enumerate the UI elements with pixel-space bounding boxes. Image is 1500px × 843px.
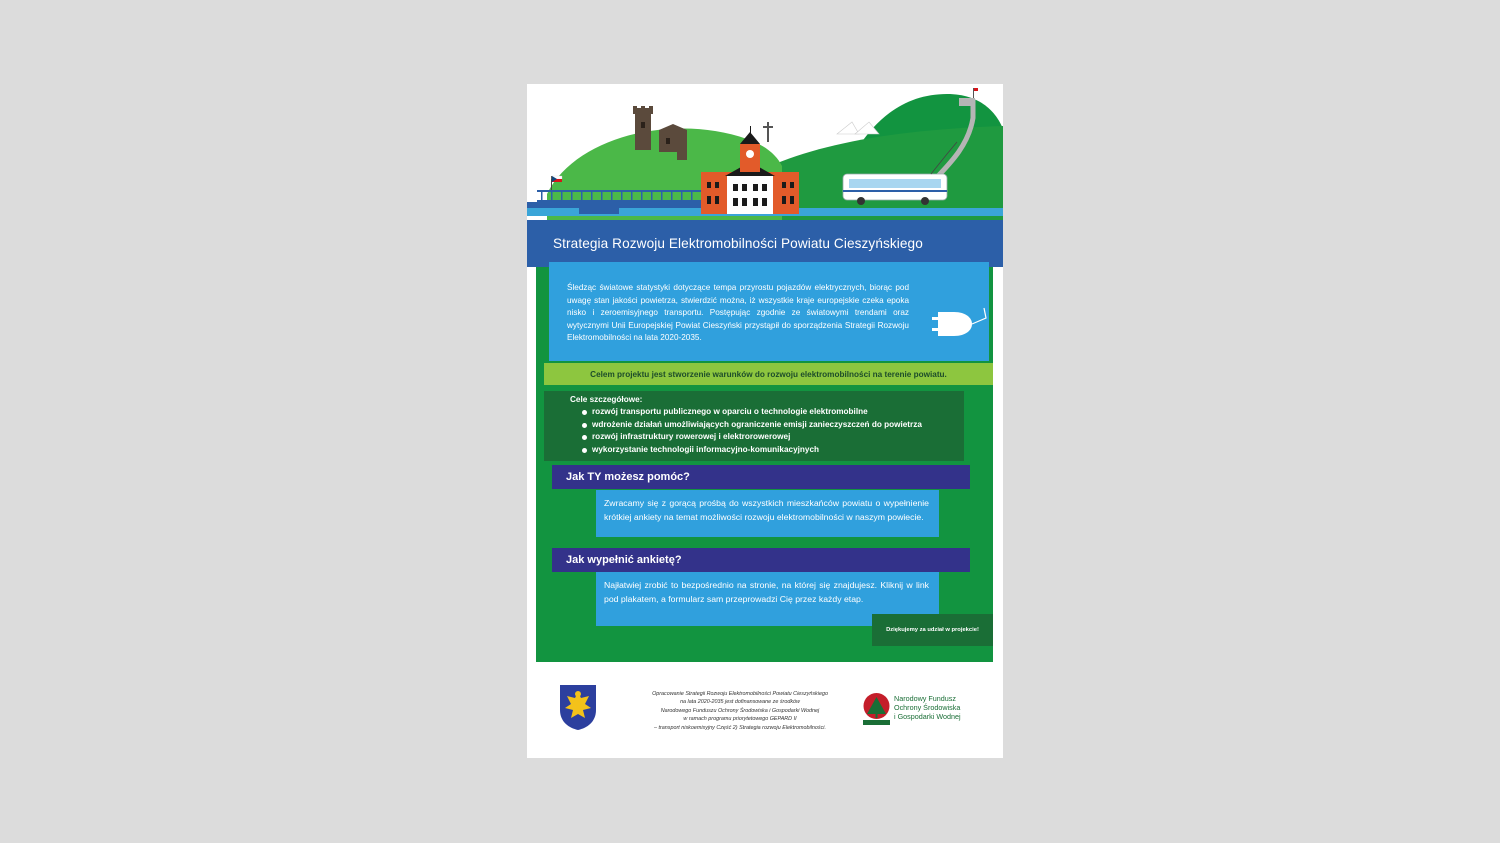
title-band <box>527 220 1003 267</box>
nfosigw-line: Narodowy Fundusz <box>894 694 956 703</box>
nfosigw-line: i Gospodarki Wodnej <box>894 712 961 722</box>
funding-line: na lata 2020-2035 jest dofinansowane ze środków <box>680 699 800 706</box>
list-item: rozwój transportu publicznego w oparciu o technologie elektromobilne <box>592 406 964 418</box>
answer-survey-text: Najłatwiej zrobić to bezpośrednio na stronie, na której się znajdujesz. Kliknij w link pod plakatem, a formularz sam przeprowadzi Cię przez każdy etap. <box>604 580 929 604</box>
funding-line: – transport niskoemisyjny Część 2) Strategia rozwoju Elektromobilności. <box>654 724 826 731</box>
funding-note <box>627 690 853 732</box>
thanks-box <box>872 614 993 646</box>
question-survey: Jak wypełnić ankietę? <box>566 554 682 566</box>
list-item: wykorzystanie technologii informacyjno-komunikacyjnych <box>592 444 964 456</box>
question-help: Jak TY możesz pomóc? <box>566 471 690 483</box>
poster-title: Strategia Rozwoju Elektromobilności Powiatu Cieszyńskiego <box>553 236 923 251</box>
plug-icon <box>932 306 992 342</box>
footer <box>527 674 1003 758</box>
funding-line: w ramach programu priorytetowego GEPARD II <box>683 716 797 723</box>
poster <box>527 84 1003 758</box>
goal-bar <box>544 363 993 385</box>
question-help-bar <box>552 465 970 489</box>
right-margin-strip <box>993 267 1003 662</box>
list-item: wdrożenie działań umożliwiających ograniczenie emisji zanieczyszczeń do powietrza <box>592 419 964 431</box>
goal-text: Celem projektu jest stworzenie warunków do rozwoju elektromobilności na terenie powiatu. <box>590 369 947 379</box>
funding-line: Opracowanie Strategii Rozwoju Elektromobilności Powiatu Cieszyńskiego <box>652 691 828 697</box>
thanks-text: Dziękujemy za udział w projekcie! <box>886 627 979 633</box>
nfosigw-line: Ochrony Środowiska <box>894 703 961 713</box>
intro-box <box>549 262 989 361</box>
list-item: rozwój infrastruktury rowerowej i elektrorowerowej <box>592 431 964 443</box>
detailed-goals-heading: Cele szczegółowe: <box>570 395 643 404</box>
county-crest-logo <box>557 682 599 732</box>
answer-help-text: Zwracamy się z gorącą prośbą do wszystkich mieszkańców powiatu o wypełnienie krótkiej ankiety na temat możliwości rozwoju elektromobilności w naszym powiecie. <box>604 498 929 522</box>
answer-help-box <box>596 490 939 537</box>
town-illustration <box>527 84 1003 224</box>
intro-text: Śledząc światowe statystyki dotyczące tempa przyrostu pojazdów elektrycznych, biorąc pod uwagę stan jakości powietrza, stwierdzić można, iż wszystkie kraje europejskie czeka epoka nisko i zeroemisyjnego transportu. Postępując zgodnie ze światowymi trendami oraz wytycznymi Unii Europejskiej Powiat Cieszyński przystąpił do sporządzenia Strategii Rozwoju Elektromobilności na lata 2020-2035. <box>567 283 909 342</box>
nfosigw-name <box>894 694 961 722</box>
funding-line: Narodowego Funduszu Ochrony Środowiska i Gospodarki Wodnej <box>660 707 820 714</box>
detailed-goals-box <box>544 391 964 461</box>
nfosigw-logo <box>860 692 893 726</box>
detailed-goals-list <box>570 406 964 456</box>
question-survey-bar <box>552 548 970 572</box>
